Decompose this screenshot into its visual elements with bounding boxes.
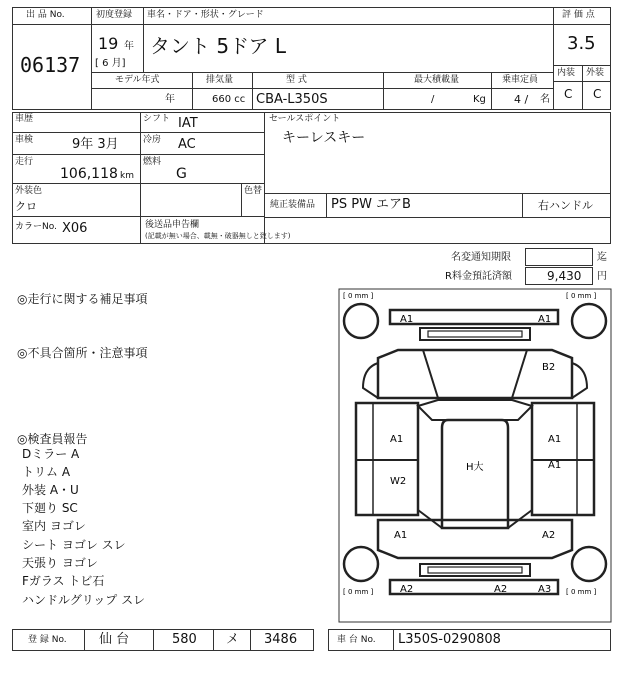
registration-kana: メ bbox=[226, 632, 240, 647]
inspector-item: ハンドルグリップ スレ bbox=[22, 593, 146, 607]
color-no: X06 bbox=[62, 221, 88, 236]
capacity: 4 / bbox=[514, 93, 529, 106]
chassis-label: 車 台 No. bbox=[337, 635, 376, 645]
model-type: CBA-L350S bbox=[256, 92, 328, 107]
left-fender bbox=[363, 363, 378, 398]
lot-number-label: 出 品 No. bbox=[26, 10, 65, 20]
tire-depth-label: [ 0 mm ] bbox=[343, 292, 374, 300]
air-conditioning: AC bbox=[178, 137, 196, 152]
color-change-label: 色替 bbox=[244, 186, 263, 196]
diagram-frame bbox=[339, 289, 611, 622]
damage-mark: A1 bbox=[548, 460, 562, 471]
inspector-report-title: ◎検査員報告 bbox=[17, 432, 88, 446]
inspection-label: 車検 bbox=[15, 135, 34, 145]
exterior-grade: C bbox=[593, 87, 602, 101]
damage-mark: A1 bbox=[394, 530, 408, 541]
inspector-item: トリム A bbox=[22, 465, 71, 479]
name-change-label: 名変通知期限 bbox=[451, 252, 511, 263]
displacement: 660 cc bbox=[212, 94, 246, 105]
hood bbox=[378, 350, 572, 398]
windshield bbox=[418, 400, 532, 420]
max-load: / bbox=[431, 94, 435, 105]
first-registration-label: 初度登録 bbox=[96, 10, 133, 20]
first-registration-year: 19 bbox=[98, 34, 119, 53]
inspector-item: 外装 A・U bbox=[22, 483, 79, 497]
recycle-label: R料金預託済額 bbox=[445, 271, 512, 282]
exterior-grade-label: 外装 bbox=[586, 68, 605, 78]
registration-area: 仙 台 bbox=[99, 632, 130, 647]
right-fender bbox=[572, 363, 587, 398]
car-name: タント 5ドア L bbox=[150, 34, 286, 58]
history-label: 車歴 bbox=[15, 114, 34, 124]
damage-mark: A2 bbox=[494, 584, 508, 595]
inspector-item: 下廻り SC bbox=[22, 501, 78, 515]
body-color: クロ bbox=[15, 200, 37, 213]
max-load-unit: Kg bbox=[473, 94, 486, 105]
front-bumper bbox=[390, 310, 558, 324]
model-year-label: モデル年式 bbox=[115, 75, 160, 85]
inspector-item: 室内 ヨゴレ bbox=[22, 519, 86, 533]
aftermarket-note: (記載が無い場合、載無・破器無しと致します) bbox=[145, 232, 291, 240]
front-grille bbox=[420, 328, 530, 340]
damage-mark: A2 bbox=[542, 530, 556, 541]
car-name-label: 車名・ドア・形状・グレード bbox=[147, 10, 264, 20]
rear-bumper bbox=[390, 580, 558, 594]
aftermarket-label: 後送品申告欄 bbox=[145, 220, 200, 230]
shift: IAT bbox=[178, 116, 198, 131]
capacity-label: 乗車定員 bbox=[502, 75, 539, 85]
sales-point: キーレスキー bbox=[282, 130, 366, 146]
damage-mark: A1 bbox=[390, 434, 404, 445]
capacity-unit: 名 bbox=[540, 94, 550, 105]
driving-notes-title: ◎走行に関する補足事項 bbox=[17, 292, 148, 306]
shift-label: シフト bbox=[143, 114, 171, 124]
name-change-box bbox=[525, 248, 593, 266]
tire-depth-label: [ 0 mm ] bbox=[343, 588, 374, 596]
damage-mark: W2 bbox=[390, 476, 407, 487]
tire-rear-left bbox=[344, 547, 378, 581]
model-year-unit: 年 bbox=[165, 94, 175, 105]
tire-front-right bbox=[572, 304, 606, 338]
color-no-label: カラーNo. bbox=[15, 222, 57, 232]
type-label: 型 式 bbox=[286, 75, 307, 85]
tire-rear-right bbox=[572, 547, 606, 581]
first-registration-month: [ 6 月] bbox=[95, 58, 126, 69]
fuel-type: G bbox=[176, 166, 187, 182]
damage-mark: A1 bbox=[400, 314, 414, 325]
interior-grade: C bbox=[564, 87, 573, 101]
defect-notes-title: ◎不具合箇所・注意事項 bbox=[17, 346, 148, 360]
max-load-label: 最大積載量 bbox=[414, 75, 460, 85]
recycle-unit: 円 bbox=[597, 271, 607, 282]
inspector-item: シート ヨゴレ スレ bbox=[22, 538, 126, 552]
inspector-item: 天張り ヨゴレ bbox=[22, 556, 98, 570]
steering-side: 右ハンドル bbox=[538, 199, 593, 212]
chassis-number: L350S-0290808 bbox=[398, 632, 501, 647]
recycle-amount: 9,430 bbox=[547, 269, 582, 283]
car-damage-diagram bbox=[338, 288, 613, 624]
sales-point-label: セールスポイント bbox=[269, 114, 341, 124]
damage-mark: A2 bbox=[400, 584, 414, 595]
inspector-item: Fガラス トビ石 bbox=[22, 574, 105, 588]
mileage-unit: km bbox=[120, 171, 134, 181]
score: 3.5 bbox=[567, 33, 596, 54]
tire-front-left bbox=[344, 304, 378, 338]
year-unit: 年 bbox=[124, 41, 134, 52]
inspection-expiry: 9年 3月 bbox=[72, 137, 119, 152]
mileage-label: 走行 bbox=[15, 157, 34, 167]
damage-mark: A1 bbox=[538, 314, 552, 325]
tire-depth-label: [ 0 mm ] bbox=[566, 292, 597, 300]
name-change-unit: 迄 bbox=[597, 252, 607, 263]
body-color-label: 外装色 bbox=[15, 186, 43, 196]
tire-depth-label: [ 0 mm ] bbox=[566, 588, 597, 596]
damage-mark: H大 bbox=[466, 462, 484, 473]
equipment: PS PW エアB bbox=[331, 197, 411, 212]
damage-mark: A3 bbox=[538, 584, 552, 595]
equipment-label: 純正装備品 bbox=[270, 200, 316, 210]
registration-number: 3486 bbox=[264, 632, 298, 647]
rear-plate bbox=[420, 564, 530, 576]
registration-label: 登 録 No. bbox=[28, 635, 67, 645]
lot-number: 06137 bbox=[20, 53, 81, 77]
mileage: 106,118 bbox=[60, 166, 118, 182]
registration-class: 580 bbox=[172, 632, 197, 647]
damage-mark: A1 bbox=[548, 434, 562, 445]
damage-mark: B2 bbox=[542, 362, 556, 373]
ac-label: 冷房 bbox=[143, 135, 162, 145]
roof bbox=[442, 420, 508, 528]
score-label: 評 価 点 bbox=[562, 10, 595, 20]
inspector-item: Dミラー A bbox=[22, 447, 80, 461]
displacement-label: 排気量 bbox=[206, 75, 234, 85]
interior-grade-label: 内装 bbox=[557, 68, 576, 78]
fuel-label: 燃料 bbox=[143, 157, 162, 167]
